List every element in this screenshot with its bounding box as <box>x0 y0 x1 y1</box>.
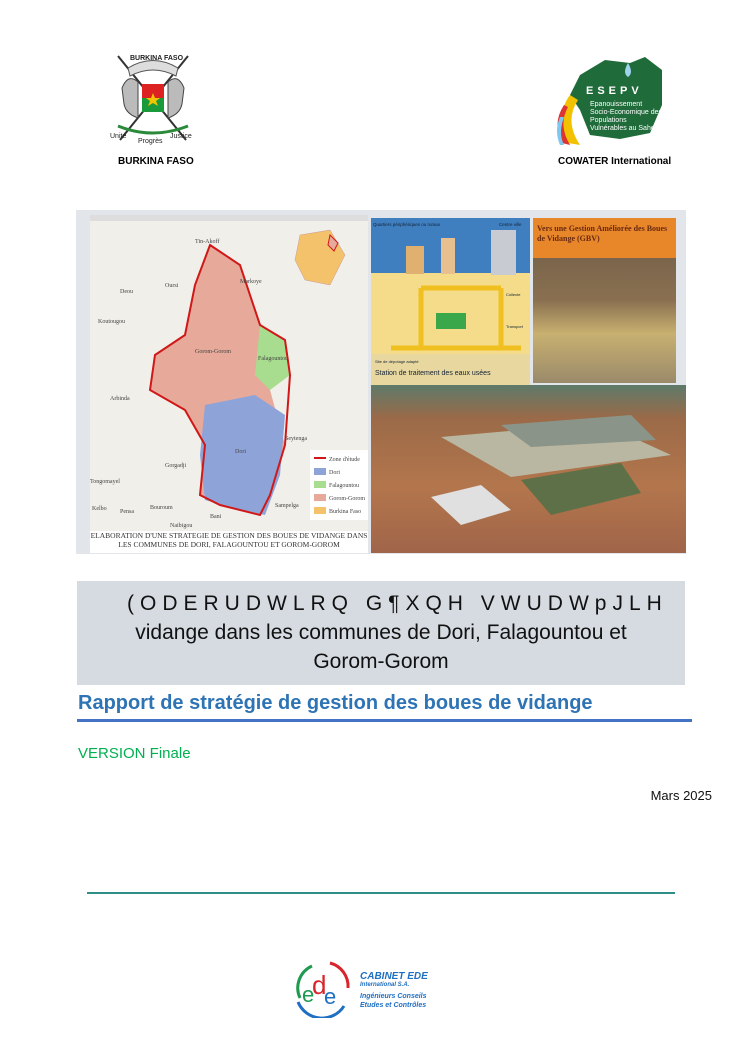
cabinet-ede-text <box>360 972 428 1010</box>
version-label: VERSION Finale <box>78 745 191 762</box>
map-caption-block <box>90 531 368 553</box>
legend-item: Dori <box>329 470 340 476</box>
report-date: Mars 2025 <box>650 788 712 803</box>
coat-of-arms-banner: BURKINA FASO <box>130 55 184 62</box>
svg-text:e: e <box>302 982 315 1007</box>
legend-item: Gorom-Gorom <box>329 496 365 502</box>
svg-text:d: d <box>312 970 327 1000</box>
diagram-label: Centre ville <box>499 222 522 227</box>
motto-progres: Progrès <box>138 138 163 145</box>
ede-tagline-1: Ingénieurs Conseils <box>360 993 427 1000</box>
cabinet-ede-logo <box>292 958 352 1018</box>
map-place: Falagountou <box>258 356 288 362</box>
map-caption: ELABORATION D'UNE STRATEGIE DE GESTION DES BOUES DE VIDANGE DANS <box>90 531 368 540</box>
map-legend <box>310 450 368 520</box>
treatment-plant-aerial-photo <box>371 385 686 553</box>
svg-text:e: e <box>324 984 337 1009</box>
diagram-label: Quartiers périphériques ou ruraux <box>373 222 441 227</box>
ede-name: CABINET EDE <box>360 971 428 982</box>
sludge-truck-photo <box>533 218 676 383</box>
map-place: Naibigou <box>170 523 193 529</box>
legend-item: Zone d'étude <box>329 457 360 463</box>
title-line-1: (ODERUDWLRQ G¶XQH VWUDWpJLH <box>127 592 668 615</box>
legend-item: Falagountou <box>329 483 359 489</box>
sanitation-chain-diagram <box>371 218 530 385</box>
map-place: Seytenga <box>285 436 307 442</box>
diagram-label: Transport <box>506 324 523 329</box>
ede-sub: International S.A. <box>360 982 410 988</box>
diagram-label: Collecte <box>506 292 521 297</box>
map-place: Kelbo <box>92 506 107 512</box>
burkina-faso-coat-of-arms <box>108 48 198 148</box>
report-title: Rapport de stratégie de gestion des boues de vidange <box>78 692 593 714</box>
esepv-logo <box>550 55 670 150</box>
heading-rule <box>77 719 692 722</box>
diagram-label-treatment-station: Station de traitement des eaux usées <box>375 370 491 377</box>
map-place: Deou <box>120 289 133 295</box>
right-logo-caption: COWATER International <box>558 156 672 167</box>
map-place: Pensa <box>120 509 134 515</box>
map-place: Bouroum <box>150 505 173 511</box>
map-place: Tongomayel <box>90 479 120 485</box>
esepv-acronym: ESEPV <box>586 85 643 97</box>
title-line-2: vidange dans les communes de Dori, Falagountou et <box>135 621 627 644</box>
diagram-label: Site de dépotage adapté <box>375 359 419 364</box>
left-logo-caption: BURKINA FASO <box>118 156 194 167</box>
study-area-map <box>90 215 368 553</box>
map-place: Oursi <box>165 283 179 289</box>
legend-item: Burkina Faso <box>329 509 362 515</box>
footer-rule <box>87 892 675 894</box>
map-place: Koutougou <box>98 319 125 325</box>
map-place: Gorgadji <box>165 463 187 469</box>
document-title-box <box>77 581 685 685</box>
photo-title: Vers une Gestion Améliorée des Boues de Vidange (GBV) <box>533 218 676 258</box>
motto-unite: Unité <box>110 133 127 140</box>
motto-justice: Justice <box>170 133 192 140</box>
map-place: Sampelga <box>275 503 299 509</box>
cover-image-collage <box>76 210 686 554</box>
title-line-3: Gorom-Gorom <box>313 650 449 673</box>
map-place: Dori <box>235 449 246 455</box>
map-place: Bani <box>210 514 222 520</box>
map-place: Markoye <box>240 279 262 285</box>
map-place: Gorom-Gorom <box>195 349 231 355</box>
ede-tagline-2: Etudes et Contrôles <box>360 1002 427 1009</box>
esepv-tagline: Epanouissement Socio-Economique des Populations Vulnérables au Sahel <box>590 101 662 132</box>
map-place: Tin-Akoff <box>195 239 220 245</box>
map-place: Arbinda <box>110 396 130 402</box>
map-caption: LES COMMUNES DE DORI, FALAGOUNTOU ET GOROM-GOROM <box>118 540 340 549</box>
